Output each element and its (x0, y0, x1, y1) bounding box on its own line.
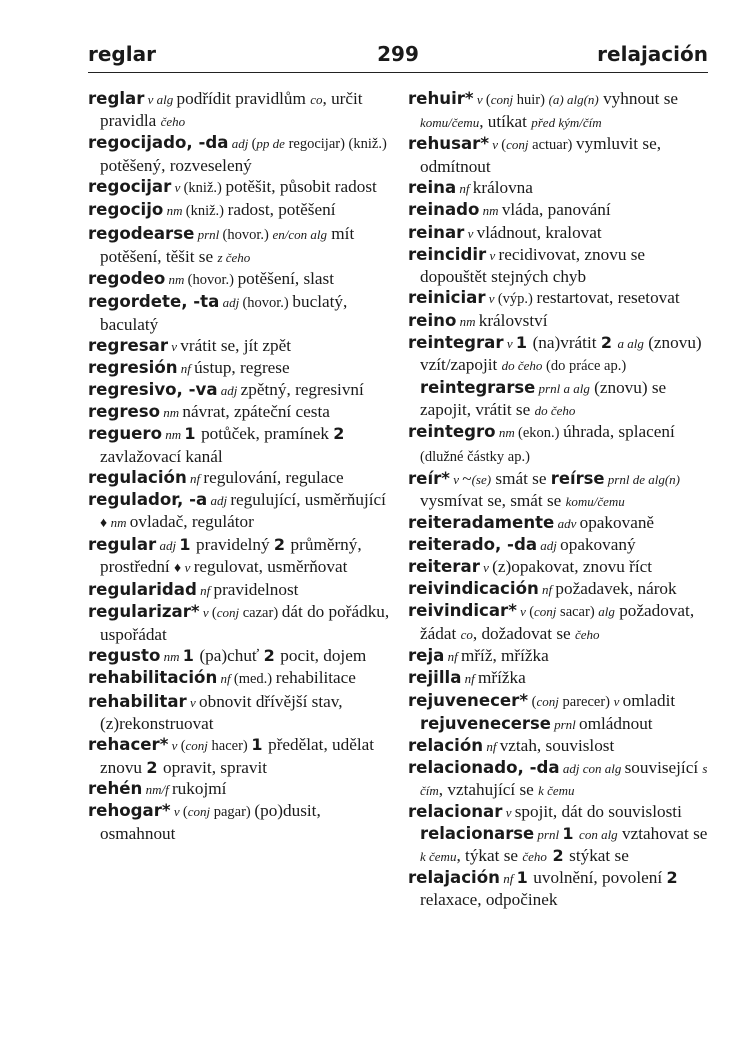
grammar-label: nf (196, 583, 214, 599)
note-text: ( (529, 604, 535, 621)
definition-text: recidivovat, znovu se dopouštět stejných chyb (420, 244, 646, 286)
dictionary-entry (408, 332, 710, 421)
gloss-italic: z čeho (217, 249, 251, 265)
note-text: (med.) (233, 671, 276, 688)
definition-text: vrátit se, jít zpět (180, 336, 292, 356)
headword: reintegrar (408, 333, 504, 353)
note-text: ( (180, 737, 186, 754)
subentry-grammar: prnl de alg(n) (604, 471, 681, 487)
headword: regulador, -a (88, 489, 208, 509)
dictionary-entry (408, 757, 710, 801)
gloss-italic: co (460, 627, 473, 643)
left-column (88, 88, 396, 844)
definition-text: mřížka (478, 668, 526, 688)
dictionary-entry (88, 734, 396, 778)
headword: reguero (88, 424, 162, 444)
definition-text: smát se (491, 468, 551, 488)
definition-text: ~ (462, 468, 472, 488)
definition-text: pocit, dojem (280, 646, 367, 666)
grammar-label: nf (177, 361, 195, 377)
definition-text: , určit pravidla (100, 89, 363, 131)
gloss-italic: k čemu (538, 782, 575, 798)
headword: reincidir (408, 244, 487, 264)
headword: reivindicación (408, 579, 539, 599)
gloss-italic: před kým/čím (531, 115, 602, 131)
gloss-italic: do čeho (534, 403, 576, 419)
definition-text: restartovat, resetovat (536, 287, 680, 307)
grammar-label: prnl (194, 226, 223, 242)
gloss-italic: co (310, 92, 323, 107)
grammar-label: nm (163, 203, 186, 219)
headword: reino (408, 310, 457, 330)
dictionary-entry (88, 335, 396, 357)
grammar-label: nf (444, 649, 461, 665)
definition-text: úhrada, splacení (563, 422, 675, 442)
grammar-label: v (168, 737, 181, 753)
grammar-label: nf (456, 181, 473, 197)
sense-number: 2 (263, 646, 281, 666)
grammar-label: v (450, 471, 463, 487)
subentry-headword: relacionarse (420, 824, 535, 844)
dictionary-entry (88, 401, 396, 423)
definition-text: vládnout, kralovat (476, 222, 602, 242)
gloss-italic: conj (534, 604, 557, 620)
gloss-italic: conj (536, 693, 559, 709)
dictionary-entry (408, 534, 710, 556)
headword: rehacer* (88, 734, 169, 754)
grammar-label: v (184, 559, 194, 575)
definition-text: (pa)chuť (199, 646, 264, 666)
note-text: ( (251, 136, 257, 153)
grammar-label: v alg (144, 92, 177, 107)
gloss-italic: a alg (617, 336, 644, 352)
definition-text: rukojmí (171, 778, 227, 798)
definition-text: zavlažovací kanál (100, 446, 223, 466)
dictionary-entry (88, 667, 396, 690)
dictionary-entry (88, 691, 396, 734)
sense-number: 1 (251, 734, 269, 754)
subentry-grammar: prnl a alg (535, 381, 590, 397)
grammar-label: v (171, 180, 184, 196)
grammar-label: nm (161, 427, 185, 443)
note-text: ( (501, 137, 507, 154)
gloss-italic: do čeho (501, 358, 543, 374)
headword: relación (408, 735, 484, 755)
grammar-label: adv (554, 515, 580, 531)
headword: rehuir* (408, 89, 474, 108)
headword: reintegro (408, 422, 496, 442)
definition-text: , vztahující se (438, 779, 539, 799)
note-text: ( (211, 605, 217, 622)
dictionary-entry (408, 199, 710, 221)
headword: regresión (88, 358, 178, 378)
headword: rejuvenecer* (408, 690, 529, 710)
headword: regular (88, 534, 157, 554)
subentry-grammar: prnl (550, 716, 580, 732)
definition-text: opakovaný (560, 534, 636, 554)
dictionary-entry (88, 534, 396, 579)
note-text: (ekon.) (517, 425, 564, 442)
sense-number: 1 (515, 333, 533, 353)
headword: rejilla (408, 668, 462, 688)
gloss-italic: conj (187, 804, 211, 819)
dictionary-entry (408, 88, 710, 133)
definition-text: (na)vrátit (532, 333, 601, 353)
dictionary-entry (88, 423, 396, 466)
definition-text: relaxace, odpočinek (420, 890, 558, 910)
grammar-label: v (489, 137, 502, 153)
grammar-label: adj (228, 136, 252, 152)
definition-text: potěšení, slast (237, 268, 335, 288)
page-header (88, 42, 708, 72)
headword: reiniciar (408, 287, 486, 307)
gloss-italic: alg (598, 604, 615, 620)
gloss-italic: (a) alg(n) (548, 92, 599, 107)
grammar-label: nm (160, 405, 183, 421)
definition-text: požadovat, žádat (420, 601, 695, 644)
gloss-italic: čeho (522, 849, 547, 865)
note-text: (dlužné částky ap.) (420, 448, 530, 465)
grammar-label: nm (165, 271, 188, 287)
headword: regocijo (88, 200, 164, 220)
headword: rehogar* (88, 801, 171, 820)
headword: reglar (88, 89, 145, 108)
sense-number: 2 (273, 534, 291, 554)
grammar-label: v (516, 604, 530, 620)
grammar-label: nf (186, 470, 204, 486)
sense-number: 2 (666, 868, 678, 888)
dictionary-entry (408, 690, 710, 735)
grammar-label: nf (461, 671, 479, 687)
definition-text: (znovu) se zapojit, vrátit se (420, 378, 667, 420)
note-text: (kniž.) (183, 180, 226, 197)
grammar-label: nm (479, 203, 502, 219)
headword: reiterado, -da (408, 534, 538, 554)
definition-text: vztah, souvislost (499, 735, 615, 755)
left-running-headword: reglar (88, 42, 156, 66)
note-text: ( (182, 804, 188, 820)
gloss-italic: en/con alg (272, 226, 327, 242)
headword: reiterar (408, 556, 480, 576)
dictionary-entry (408, 735, 710, 757)
grammar-label: nf (499, 871, 517, 887)
definition-text: předělat, udělat znovu (100, 734, 375, 777)
gloss-italic: con alg (579, 827, 618, 843)
right-running-headword: relajación (597, 42, 708, 66)
gloss-italic: conj (506, 137, 529, 153)
headword: rehabilitación (88, 668, 218, 688)
sense-number: 1 (184, 424, 202, 444)
definition-text: požadavek, nárok (555, 579, 677, 599)
gloss-italic: čeho (574, 627, 600, 643)
diamond-separator: ♦ (174, 560, 185, 576)
headword: regulación (88, 467, 187, 487)
dictionary-entry (88, 88, 396, 132)
definition-text: návrat, zpáteční cesta (182, 402, 330, 422)
definition-text: opravit, spravit (163, 757, 268, 777)
definition-text: omládnout (579, 713, 653, 733)
grammar-label: adj (207, 492, 231, 508)
sense-number: 1 (516, 868, 534, 888)
grammar-label: nf (217, 671, 234, 687)
headword: relacionar (408, 802, 503, 821)
definition-text: ústup, regrese (194, 358, 290, 378)
grammar-label: v (473, 92, 486, 107)
definition-text: vymluvit se, odmítnout (420, 134, 661, 177)
dictionary-entry (88, 268, 396, 291)
dictionary-entry (88, 199, 396, 222)
grammar-label: nf (483, 738, 500, 754)
headword: regularizar* (88, 602, 200, 622)
sense-number: 2 (146, 757, 164, 777)
definition-text: spojit, dát do souvislosti (514, 802, 682, 821)
note-text: (do práce ap.) (542, 358, 627, 375)
header-rule (88, 72, 708, 73)
headword: reír* (408, 468, 450, 488)
note-text: pagar) (210, 804, 255, 820)
note-text: parecer) (558, 693, 614, 710)
gloss-italic: pp de (256, 136, 285, 152)
definition-text: království (478, 310, 548, 330)
gloss-italic: s čím (420, 760, 708, 798)
grammar-label: nf (538, 582, 556, 598)
dictionary-entry (408, 287, 710, 310)
grammar-label: v (613, 693, 623, 709)
dictionary-entry (88, 132, 396, 176)
definition-text: průměrný, prostřední (100, 534, 362, 576)
definition-text: vyhnout se (598, 89, 679, 108)
definition-text: pravidelnost (213, 580, 299, 600)
headword: regocijar (88, 177, 172, 197)
dictionary-entry (88, 800, 396, 844)
grammar-label: adj (537, 537, 561, 553)
definition-text: podřídit pravidlům (176, 89, 311, 108)
definition-text: , týkat se (456, 846, 523, 866)
note-text: hacer) (207, 737, 252, 754)
gloss-italic: komu/čemu (565, 493, 625, 509)
dictionary-entry (408, 667, 710, 689)
gloss-italic: k čemu (420, 849, 457, 865)
gloss-italic: čeho (160, 114, 186, 130)
sense-number: 2 (333, 424, 345, 444)
sense-number: 1 (179, 534, 197, 554)
headword: regreso (88, 402, 161, 422)
headword: rehabilitar (88, 691, 187, 711)
note-text: actuar) (528, 137, 577, 154)
gloss-italic: komu/čemu (420, 115, 480, 131)
note-text: (hovor.) (242, 294, 293, 311)
subentry-headword: rejuvenecerse (420, 713, 551, 733)
definition-text: stýkat se (569, 846, 629, 866)
grammar-label: nm (495, 425, 518, 441)
grammar-label: adj (217, 383, 241, 399)
definition-text: potěšený, rozveselený (100, 156, 252, 176)
gloss-italic: (se) (471, 471, 492, 487)
dictionary-entry (408, 222, 710, 244)
grammar-label: v (503, 336, 516, 352)
headword: rehén (88, 778, 143, 798)
dictionary-entry (408, 177, 710, 199)
definition-text: rehabilitace (275, 668, 356, 688)
dictionary-entry (88, 176, 396, 199)
note-text: ( (485, 92, 491, 108)
dictionary-entry (408, 468, 710, 512)
definition-text: (po)dusit, osmahnout (100, 801, 321, 844)
dictionary-entry (88, 357, 396, 379)
dictionary-entry (408, 244, 710, 287)
dictionary-entry (88, 489, 396, 534)
grammar-label: nm (456, 313, 479, 329)
gloss-italic: conj (216, 605, 240, 621)
headword: regularidad (88, 580, 197, 600)
dictionary-entry (408, 600, 710, 645)
grammar-label: v (186, 694, 199, 710)
page-number: 299 (377, 42, 419, 66)
definition-text: potůček, pramínek (201, 424, 334, 444)
definition-text: související (624, 757, 703, 777)
note-text: huir) (513, 92, 549, 108)
definition-text: , dožadovat se (472, 624, 575, 644)
definition-text: (znovu) vzít/zapojit (420, 333, 702, 375)
definition-text: mříž, mřížka (460, 646, 549, 666)
grammar-label: v (502, 805, 515, 820)
dictionary-entry (88, 579, 396, 601)
headword: regodeo (88, 268, 166, 288)
headword: relajación (408, 868, 500, 888)
definition-text: potěšit, působit radost (225, 177, 377, 197)
definition-text: vysmívat se, smát se (420, 490, 566, 510)
gloss-italic: conj (185, 737, 208, 753)
definition-text: radost, potěšení (227, 200, 336, 220)
definition-text: regulovat, usměrňovat (193, 556, 348, 576)
headword: reivindicar* (408, 601, 517, 621)
grammar-label: v (479, 559, 493, 575)
dictionary-entry (408, 578, 710, 600)
headword: regodearse (88, 223, 195, 243)
dictionary-entry (88, 601, 396, 645)
definition-text: dát do pořádku, uspořádat (100, 602, 390, 645)
headword: reinado (408, 200, 480, 220)
dictionary-entry (88, 291, 396, 335)
dictionary-entry (408, 867, 710, 910)
definition-text: buclatý, baculatý (100, 291, 348, 334)
note-text: sacar) (556, 604, 599, 621)
headword: reinar (408, 222, 465, 242)
subentry-headword: reintegrarse (420, 378, 536, 398)
sense-number: 1 (182, 646, 200, 666)
grammar-label: v (486, 247, 499, 263)
dictionary-entry (88, 379, 396, 401)
grammar-label: adj (219, 294, 243, 310)
headword: regordete, -ta (88, 291, 220, 311)
diamond-separator: ♦ (100, 515, 111, 531)
dictionary-entry (408, 310, 710, 332)
grammar-label: adj con alg (559, 760, 625, 776)
grammar-label: nm (110, 514, 130, 530)
subentry-grammar: prnl (534, 827, 563, 843)
headword: regresivo, -va (88, 380, 218, 400)
dictionary-entry (408, 421, 710, 467)
note-text: (výp.) (497, 290, 537, 307)
grammar-label: nm/f (142, 781, 172, 797)
grammar-label: v (168, 339, 181, 355)
note-text: (hovor.) (187, 271, 238, 288)
definition-text: zpětný, regresivní (240, 380, 364, 400)
note-text: (hovor.) (222, 226, 273, 243)
headword: rehusar* (408, 134, 489, 154)
headword: regocijado, -da (88, 133, 229, 153)
definition-text: mít potěšení, těšit se (100, 223, 355, 266)
note-text: cazar) (239, 605, 282, 622)
definition-text: omladit (622, 690, 676, 710)
headword: regresar (88, 336, 169, 356)
headword: regusto (88, 646, 161, 666)
headword: reina (408, 178, 457, 198)
dictionary-entry (408, 512, 710, 534)
grammar-label: v (485, 290, 498, 306)
sense-number: 2 (600, 333, 618, 353)
definition-text: opakovaně (579, 512, 655, 532)
definition-text: obnovit dřívější stav, (z)rekonstruovat (100, 691, 343, 733)
dictionary-entry (408, 133, 710, 177)
grammar-label: adj (156, 537, 180, 553)
note-text: (kniž.) (185, 203, 228, 220)
subentry-headword: reírse (550, 468, 605, 488)
dictionary-entry (408, 556, 710, 578)
right-column (408, 88, 710, 910)
grammar-label: v (170, 804, 183, 819)
definition-text: uvolnění, povolení (533, 868, 667, 888)
definition-text: (z)opakovat, znovu říct (492, 556, 653, 576)
dictionary-entry (88, 467, 396, 489)
definition-text: regulující, usměrňující (230, 489, 386, 509)
definition-text: , utíkat (479, 112, 532, 132)
note-text: regocijar) (kniž.) (284, 136, 387, 153)
grammar-label: nm (160, 649, 183, 665)
definition-text: regulování, regulace (203, 467, 344, 487)
definition-text: vztahovat se (617, 824, 708, 844)
headword: reiteradamente (408, 512, 555, 532)
definition-text: ovladač, regulátor (129, 511, 254, 531)
dictionary-entry (408, 645, 710, 667)
dictionary-entry (408, 801, 710, 867)
headword: reja (408, 646, 445, 666)
definition-text: vláda, panování (501, 200, 611, 220)
headword: relacionado, -da (408, 757, 560, 777)
grammar-label: v (464, 225, 477, 241)
gloss-italic: conj (490, 92, 514, 107)
sense-number: 2 (546, 846, 570, 866)
dictionary-entry (88, 645, 396, 667)
note-text: ( (528, 693, 537, 710)
definition-text: pravidelný (196, 534, 274, 554)
grammar-label: v (199, 605, 212, 621)
dictionary-entry (88, 778, 396, 800)
dictionary-entry (88, 223, 396, 268)
sense-number: 1 (562, 824, 580, 844)
definition-text: královna (472, 178, 533, 198)
